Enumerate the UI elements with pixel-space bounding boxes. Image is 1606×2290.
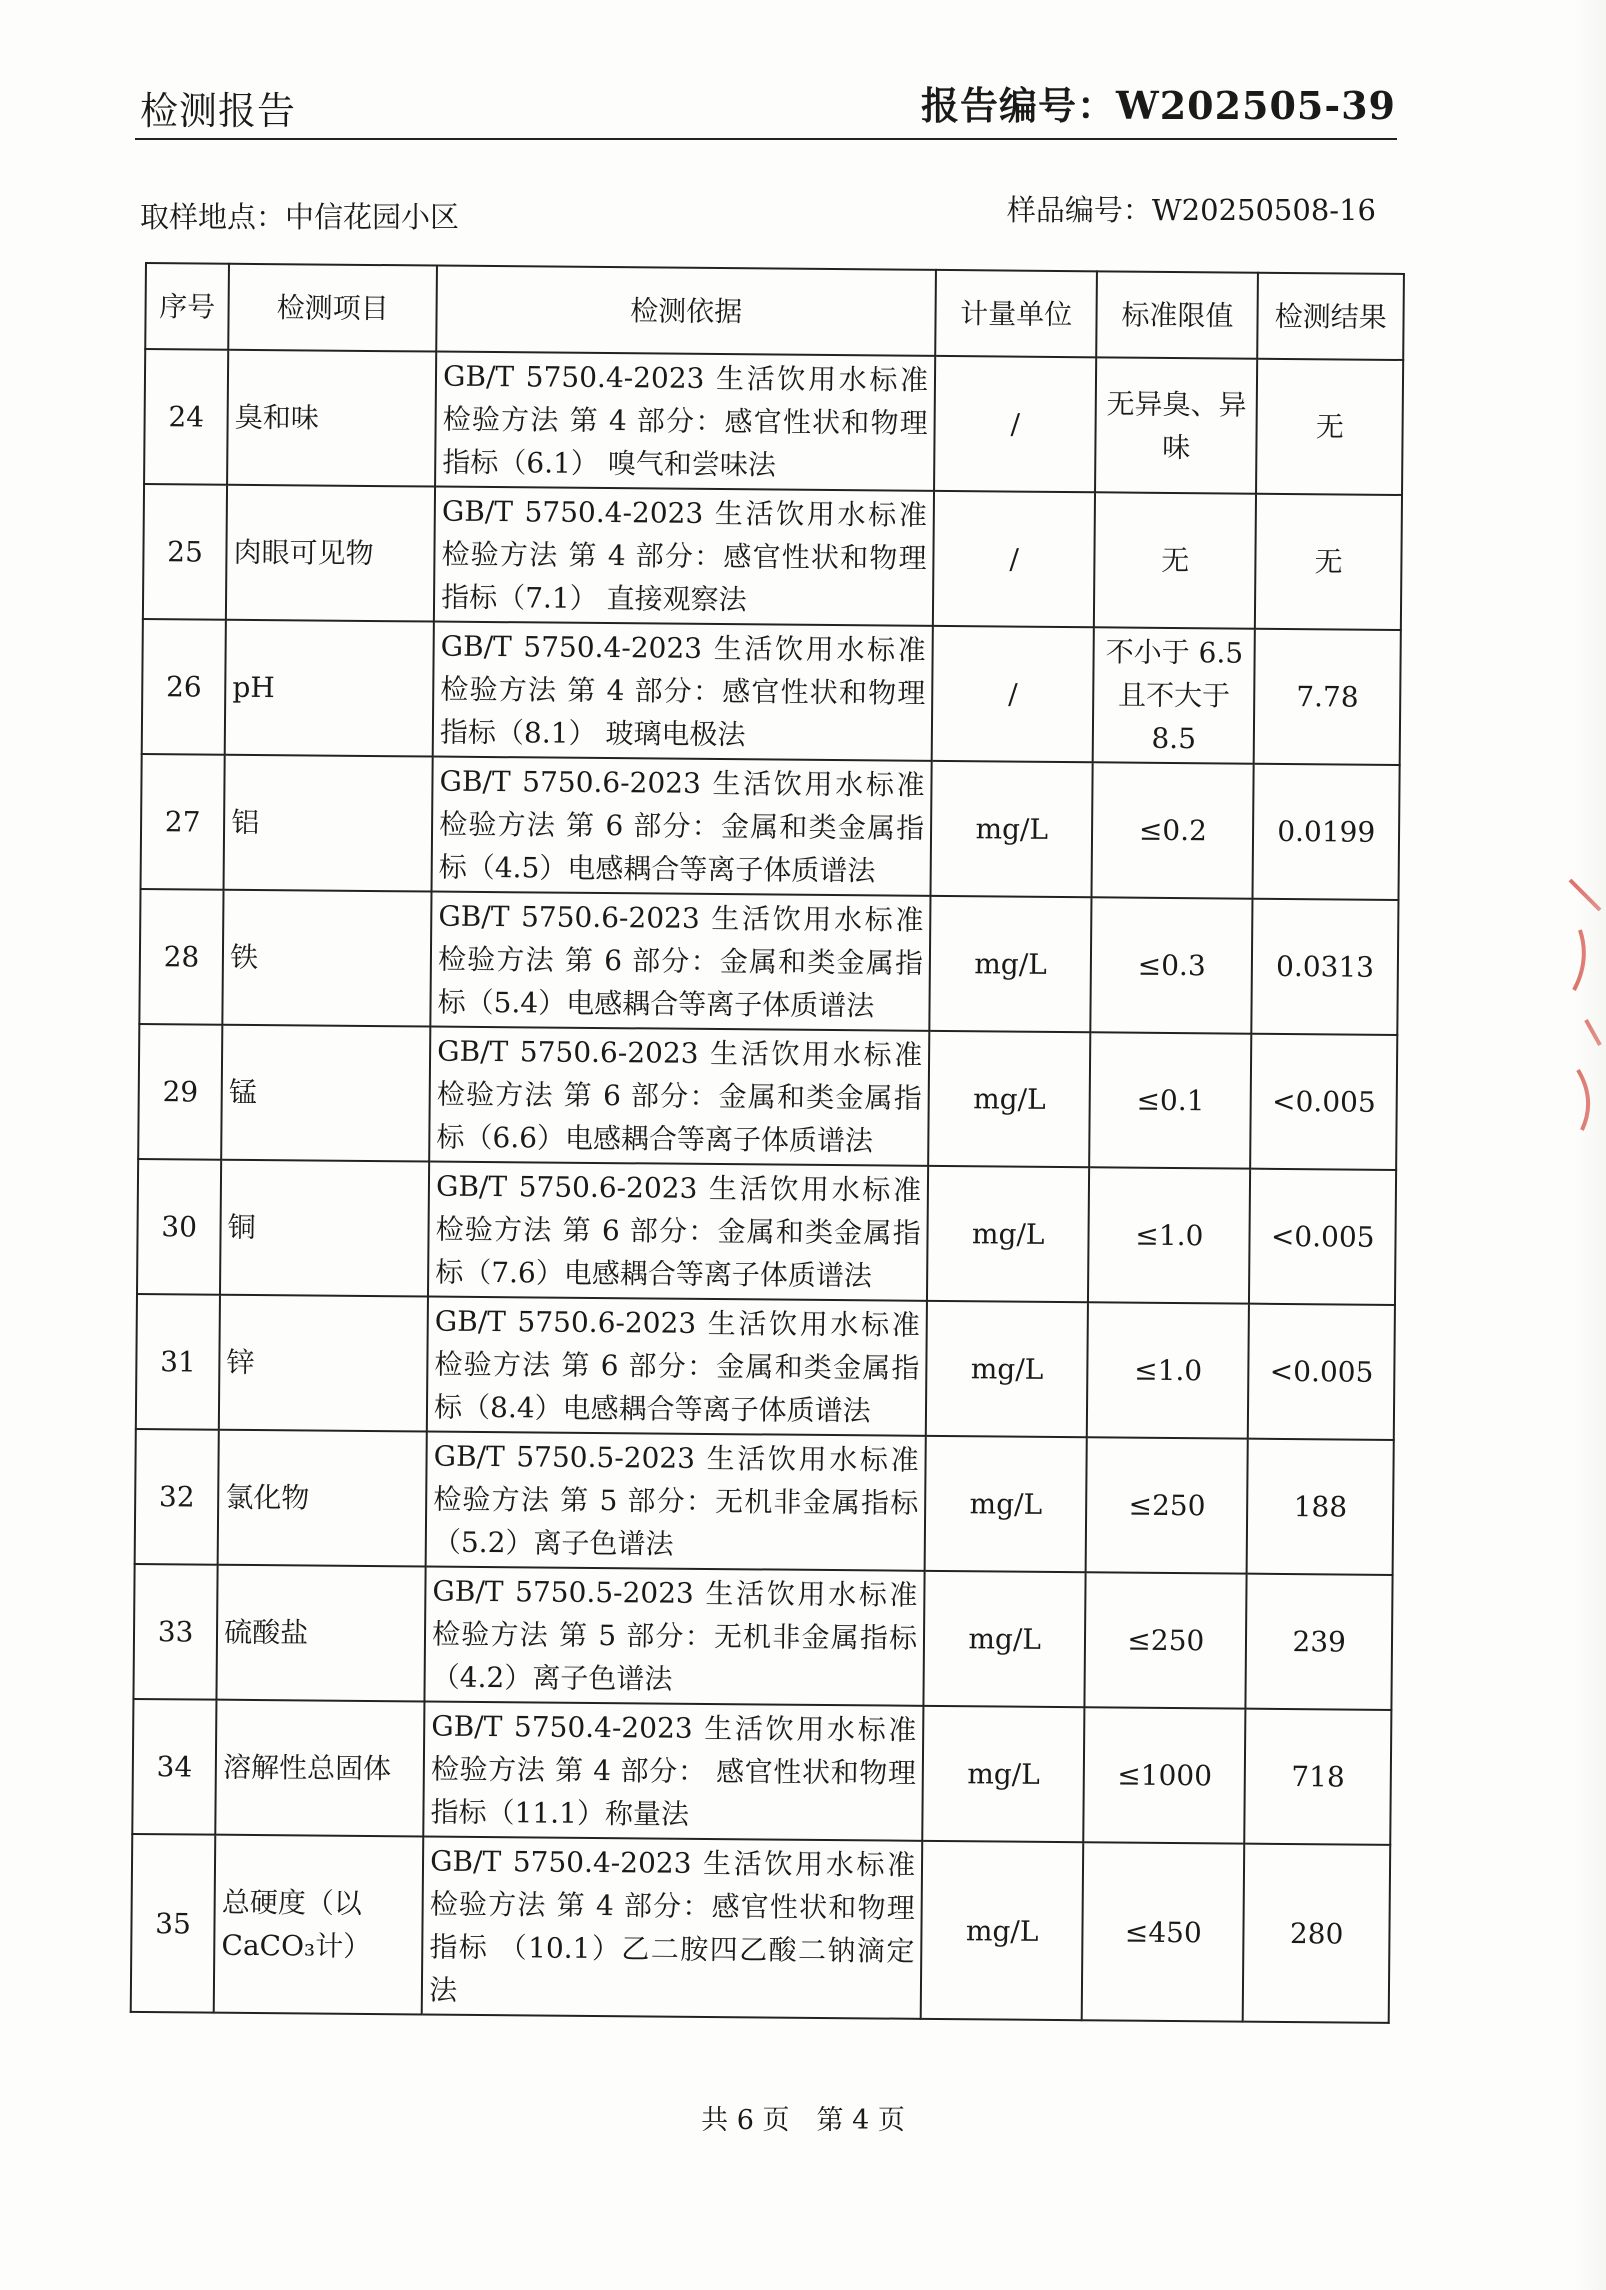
table-row xyxy=(131,1834,1391,2023)
cell-item: 硫酸盐 xyxy=(217,1565,426,1702)
cell-result: 188 xyxy=(1247,1439,1394,1575)
header-result: 检测结果 xyxy=(1258,273,1404,360)
cell-basis: GB/T 5750.6-2023 生活饮用水标准检验方法 第 6 部分：金属和类金属指标（5.4）电感耦合等离子体质谱法 xyxy=(430,892,930,1031)
cell-no: 27 xyxy=(141,754,225,890)
sample-number: 样品编号：W20250508-16 xyxy=(1006,193,1376,227)
cell-basis: GB/T 5750.4-2023 生活饮用水标准检验方法 第 4 部分：感官性状和物理指标（6.1） 嗅气和尝味法 xyxy=(435,352,935,491)
cell-item: pH xyxy=(225,620,434,757)
cell-result: 0.0199 xyxy=(1253,764,1400,900)
table-row xyxy=(136,1294,1395,1440)
cell-item: 臭和味 xyxy=(227,350,436,487)
cell-result: 718 xyxy=(1245,1709,1392,1845)
cell-item: 铜 xyxy=(220,1160,429,1297)
cell-limit: 不小于 6.5 且不大于 8.5 xyxy=(1093,627,1255,763)
cell-unit: mg/L xyxy=(925,1436,1087,1572)
cell-basis: GB/T 5750.4-2023 生活饮用水标准检验方法 第 4 部分： 感官性状和物理指标（11.1）称量法 xyxy=(423,1701,923,1840)
cell-item: 锌 xyxy=(219,1295,428,1432)
cell-unit: / xyxy=(933,491,1095,627)
cell-result: 239 xyxy=(1246,1574,1393,1710)
cell-result: <0.005 xyxy=(1248,1304,1395,1440)
cell-limit: ≤1000 xyxy=(1084,1707,1246,1843)
cell-unit: mg/L xyxy=(929,896,1091,1032)
test-results-table xyxy=(130,262,1405,2024)
cell-unit: mg/L xyxy=(924,1571,1086,1707)
scan-shadow xyxy=(1576,0,1606,2290)
cell-item: 铁 xyxy=(223,890,432,1027)
cell-unit: mg/L xyxy=(928,1031,1090,1167)
cell-basis: GB/T 5750.4-2023 生活饮用水标准检验方法 第 4 部分：感官性状和物理指标（7.1） 直接观察法 xyxy=(434,487,934,626)
cell-no: 32 xyxy=(135,1429,219,1565)
cell-basis: GB/T 5750.6-2023 生活饮用水标准检验方法 第 6 部分：金属和类金属指标（6.6）电感耦合等离子体质谱法 xyxy=(429,1027,929,1166)
cell-no: 29 xyxy=(138,1024,222,1160)
table-row xyxy=(135,1429,1394,1575)
cell-basis: GB/T 5750.6-2023 生活饮用水标准检验方法 第 6 部分：金属和类金属指标（4.5）电感耦合等离子体质谱法 xyxy=(432,757,932,896)
cell-limit: ≤1.0 xyxy=(1088,1167,1250,1303)
cell-basis: GB/T 5750.6-2023 生活饮用水标准检验方法 第 6 部分：金属和类金属指标（8.4）电感耦合等离子体质谱法 xyxy=(427,1297,927,1436)
cell-no: 28 xyxy=(139,889,223,1025)
header-limit: 标准限值 xyxy=(1096,271,1258,358)
cell-unit: mg/L xyxy=(926,1301,1088,1437)
cell-unit: / xyxy=(934,356,1096,492)
table-header-row xyxy=(145,263,1404,360)
cell-item: 溶解性总固体 xyxy=(215,1700,424,1837)
cell-result: 280 xyxy=(1243,1844,1390,2023)
cell-limit: 无异臭、异味 xyxy=(1095,357,1257,493)
cell-limit: ≤0.3 xyxy=(1091,897,1253,1033)
cell-basis: GB/T 5750.5-2023 生活饮用水标准检验方法 第 5 部分：无机非金属指标（5.2）离子色谱法 xyxy=(426,1432,926,1571)
cell-limit: ≤0.2 xyxy=(1092,762,1254,898)
cell-item: 锰 xyxy=(221,1025,430,1162)
cell-unit: mg/L xyxy=(922,1706,1084,1842)
cell-no: 26 xyxy=(142,619,226,755)
cell-unit: mg/L xyxy=(931,761,1093,897)
cell-result: 0.0313 xyxy=(1252,899,1399,1035)
table-row xyxy=(139,889,1398,1035)
cell-unit: mg/L xyxy=(921,1841,1084,2020)
cell-basis: GB/T 5750.4-2023 生活饮用水标准检验方法 第 4 部分：感官性状和物理指标（8.1） 玻璃电极法 xyxy=(433,622,933,761)
cell-result: 7.78 xyxy=(1254,629,1401,765)
table-row xyxy=(132,1699,1391,1845)
cell-basis: GB/T 5750.4-2023 生活饮用水标准检验方法 第 4 部分：感官性状和物理指标 （10.1）乙二胺四乙酸二钠滴定法 xyxy=(422,1836,923,2018)
cell-basis: GB/T 5750.5-2023 生活饮用水标准检验方法 第 5 部分：无机非金属指标（4.2）离子色谱法 xyxy=(425,1566,925,1705)
cell-no: 35 xyxy=(131,1834,216,2013)
cell-result: <0.005 xyxy=(1249,1169,1396,1305)
cell-no: 30 xyxy=(137,1159,221,1295)
table-row xyxy=(133,1564,1392,1710)
cell-no: 25 xyxy=(143,484,227,620)
sampling-location: 取样地点：中信花园小区 xyxy=(140,200,460,234)
cell-item: 氯化物 xyxy=(218,1430,427,1567)
cell-limit: ≤0.1 xyxy=(1089,1032,1251,1168)
cell-no: 24 xyxy=(144,349,228,485)
cell-result: <0.005 xyxy=(1251,1034,1398,1170)
table-row xyxy=(143,484,1402,630)
cell-item: 肉眼可见物 xyxy=(226,485,435,622)
cell-limit: ≤450 xyxy=(1082,1842,1245,2021)
header-divider xyxy=(135,138,1397,140)
cell-no: 33 xyxy=(133,1564,217,1700)
table-row xyxy=(141,754,1400,900)
cell-item: 总硬度（以CaCO₃计） xyxy=(214,1835,423,2015)
header-basis: 检测依据 xyxy=(436,266,936,356)
cell-basis: GB/T 5750.6-2023 生活饮用水标准检验方法 第 6 部分：金属和类金属指标（7.6）电感耦合等离子体质谱法 xyxy=(428,1162,928,1301)
table-row xyxy=(138,1024,1397,1170)
header-no: 序号 xyxy=(145,263,229,350)
cell-limit: ≤250 xyxy=(1085,1572,1247,1708)
cell-limit: ≤250 xyxy=(1086,1437,1248,1573)
cell-unit: mg/L xyxy=(927,1166,1089,1302)
cell-unit: / xyxy=(932,626,1094,762)
cell-item: 铝 xyxy=(224,755,433,892)
cell-no: 34 xyxy=(132,1699,216,1835)
page-footer: 共 6 页 第 4 页 xyxy=(701,2105,905,2136)
cell-no: 31 xyxy=(136,1294,220,1430)
table-row xyxy=(142,619,1401,765)
cell-limit: ≤1.0 xyxy=(1087,1302,1249,1438)
cell-result: 无 xyxy=(1256,359,1403,495)
report-title: 检测报告 xyxy=(140,89,297,133)
cell-result: 无 xyxy=(1255,494,1402,630)
header-item: 检测项目 xyxy=(228,264,437,352)
table-row xyxy=(137,1159,1396,1305)
cell-limit: 无 xyxy=(1094,492,1256,628)
table-row xyxy=(144,349,1403,495)
report-number: 报告编号：W202505-39 xyxy=(921,83,1396,128)
header-unit: 计量单位 xyxy=(935,270,1097,357)
